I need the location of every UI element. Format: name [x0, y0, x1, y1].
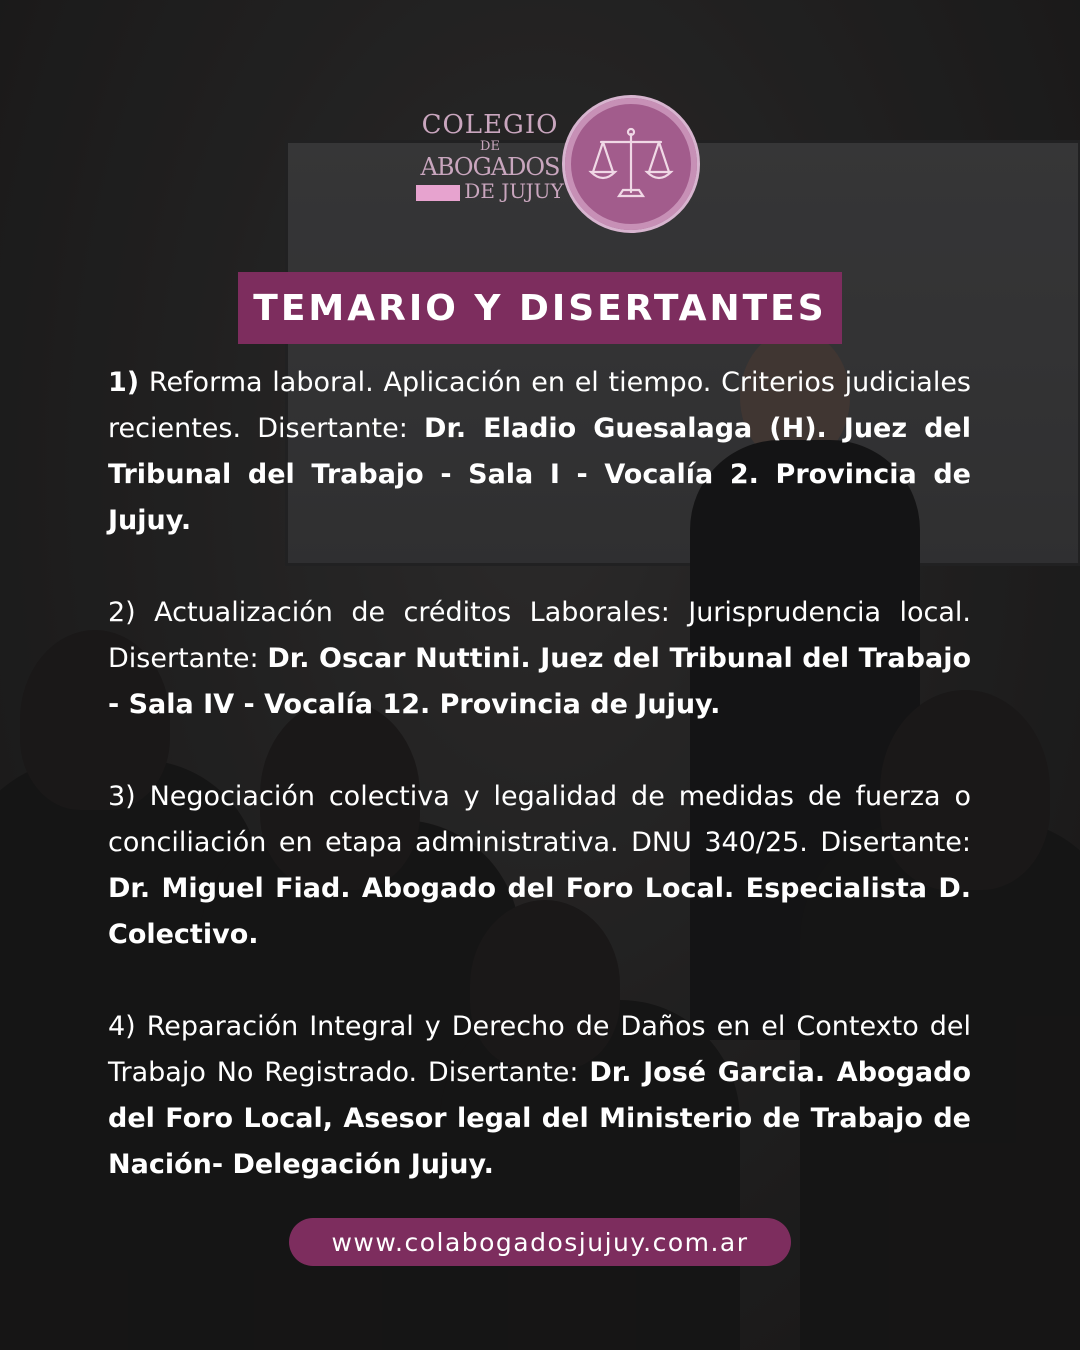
item-number: 1)	[108, 367, 140, 398]
logo-line-3: ABOGADOS	[420, 153, 560, 181]
list-item	[108, 360, 971, 544]
list-item	[108, 774, 971, 958]
website-link[interactable]: www.colabogadosjujuy.com.ar	[331, 1227, 749, 1257]
logo-line-2: DE	[480, 139, 500, 154]
logo-wordmark	[415, 112, 565, 201]
logo	[415, 98, 705, 238]
logo-line-4a: DE	[464, 179, 495, 203]
page-title: TEMARIO Y DISERTANTES	[253, 287, 827, 329]
logo-line-4	[415, 181, 565, 201]
item-speaker: Dr. Oscar Nuttini. Juez del Tribunal del Trabajo - Sala IV - Vocalía 12. Provincia de Jujuy.	[108, 643, 971, 720]
website-pill[interactable]	[289, 1218, 791, 1266]
list-item	[108, 1004, 971, 1188]
item-topic: Actualización de créditos Laborales: Jurisprudencia local. Disertante:	[108, 597, 971, 674]
item-number: 3)	[108, 781, 136, 812]
item-topic: Negociación colectiva y legalidad de medidas de fuerza o conciliación en etapa administrativa. DNU 340/25. Disertante:	[108, 781, 971, 858]
item-number: 2)	[108, 597, 136, 628]
item-speaker: Dr. Miguel Fiad. Abogado del Foro Local. Especialista D. Colectivo.	[108, 873, 971, 950]
logo-line-4b: JUJUY	[501, 179, 564, 203]
logo-pink-block	[416, 185, 460, 201]
logo-line-1: COLEGIO	[421, 110, 559, 140]
list-item	[108, 590, 971, 728]
title-banner	[238, 272, 842, 344]
scales-of-justice-icon	[565, 98, 697, 230]
item-speaker: Dr. José Garcia. Abogado del Foro Local, Asesor legal del Ministerio de Trabajo de Nación- Delegación Jujuy.	[108, 1057, 971, 1180]
item-number: 4)	[108, 1011, 136, 1042]
topics-list	[108, 360, 971, 1234]
item-speaker: Dr. Eladio Guesalaga (H). Juez del Tribunal del Trabajo - Sala I - Vocalía 2. Provincia de Jujuy.	[108, 413, 971, 536]
item-topic: Reforma laboral. Aplicación en el tiempo. Criterios judiciales recientes. Disertante:	[108, 367, 971, 444]
item-topic: Reparación Integral y Derecho de Daños en el Contexto del Trabajo No Registrado. Disertante:	[108, 1011, 971, 1088]
